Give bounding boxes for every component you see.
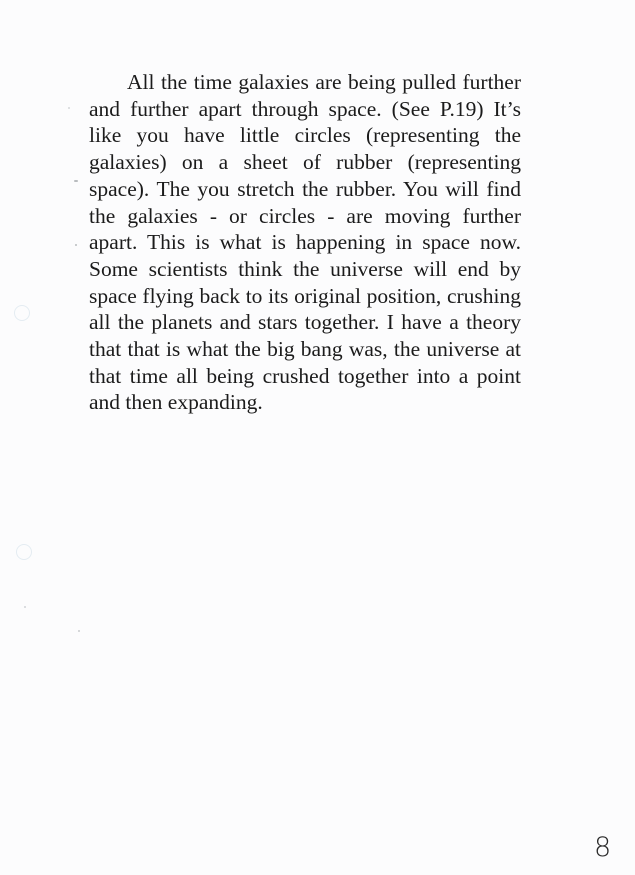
body-paragraph: All the time galaxies are being pulled further and further apart through space. (See P.19) It’s like you have little circles (representing the galaxies) on a sheet of rubber (representing space). The you stretch the rubber. You will find the galaxies - or circles - are moving further apart. This is what is happening in space now. Some scientists think the universe will end by space flying back to its original position, crushing all the planets and stars together. I have a theory that that is what the big bang was, the universe at that time all being crushed together into a point and then expanding. bbox=[89, 70, 521, 415]
punch-hole-mark bbox=[14, 305, 30, 321]
punch-hole-mark bbox=[16, 544, 32, 560]
scan-speck bbox=[78, 630, 80, 632]
page-number: 8 bbox=[594, 832, 612, 863]
scan-speck bbox=[74, 180, 78, 182]
scan-speck bbox=[68, 107, 70, 109]
scan-speck bbox=[75, 244, 77, 246]
scan-speck bbox=[24, 606, 26, 608]
